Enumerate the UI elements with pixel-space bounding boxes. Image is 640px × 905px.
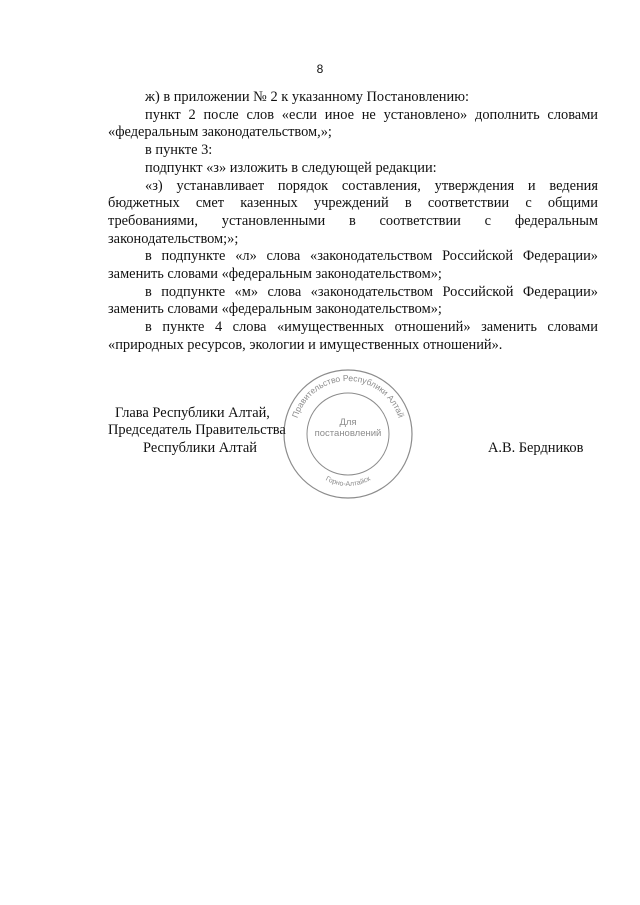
signer-title-line-1: Глава Республики Алтай, xyxy=(115,405,270,421)
stamp-inner-text-1: Для xyxy=(339,417,357,428)
paragraph-2: пункт 2 после слов «если иное не установлено» дополнить словами «федеральным законодательством,»; xyxy=(108,106,598,141)
stamp-outer-text-top: Правительство Республики Алтай xyxy=(289,372,407,420)
stamp-inner-text-2: постановлений xyxy=(314,428,382,439)
paragraph-3: в пункте 3: xyxy=(145,142,213,159)
paragraph-8: в пункте 4 слова «имущественных отношений» заменить словами «природных ресурсов, экологии и имущественных отношений». xyxy=(108,319,598,353)
page-number: 8 xyxy=(316,62,324,76)
paragraph-4: подпункт «з» изложить в следующей редакции: xyxy=(145,159,437,176)
paragraph-7: в подпункте «м» слова «законодательством Российской Федерации» заменить словами «федеральным законодательством»; xyxy=(108,283,598,318)
signer-name: А.В. Бердников xyxy=(488,440,584,456)
paragraph-1: ж) в приложении № 2 к указанному Постановлению: xyxy=(145,89,469,105)
paragraph-5: «з) устанавливает порядок составления, утверждения и ведения бюджетных смет казенных учреждений в соответствии с общими требованиями, установленными в соответствии с федеральным законодательством;»; xyxy=(108,177,598,247)
stamp-outer-text-bottom: Горно-Алтайск xyxy=(324,475,372,489)
document-body xyxy=(108,89,598,355)
signer-title-line-2: Председатель Правительства xyxy=(108,422,286,438)
paragraph-6: в подпункте «л» слова «законодательством Российской Федерации» заменить словами «федеральным законодательством»; xyxy=(108,248,598,283)
official-stamp-seal xyxy=(281,367,415,501)
signer-title-line-3: Республики Алтай xyxy=(143,440,257,456)
